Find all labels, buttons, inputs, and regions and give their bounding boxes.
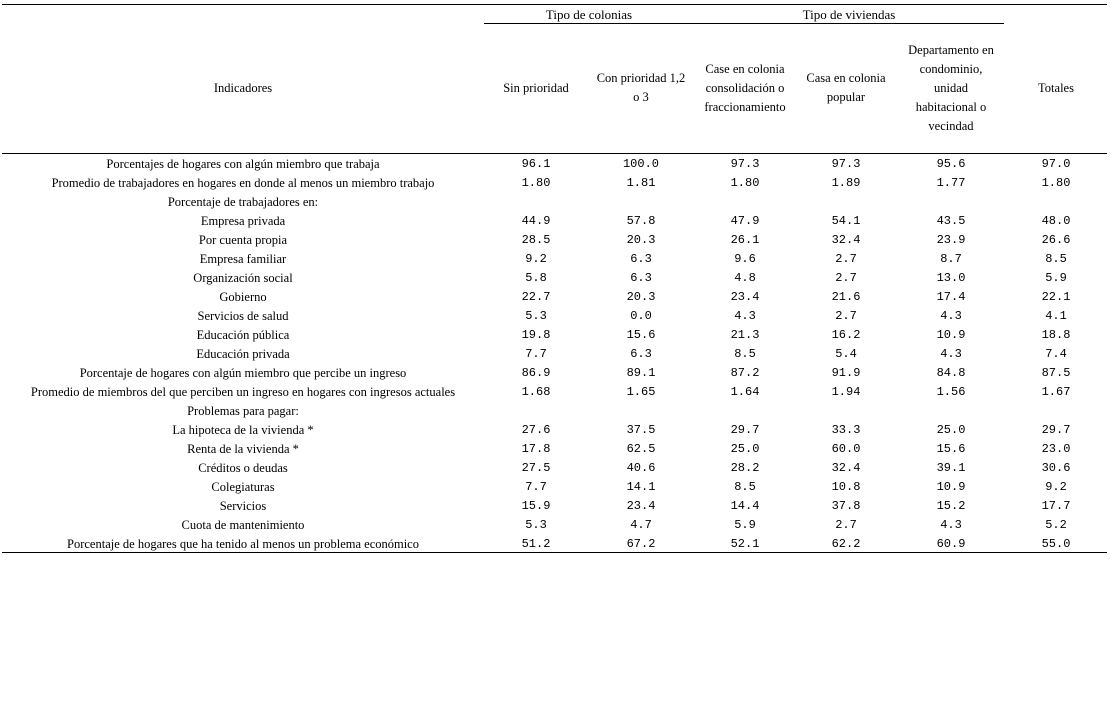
table-cell: 62.5	[626, 442, 656, 456]
table-cell: 15.9	[521, 499, 551, 513]
column-header-indicadores: Indicadores	[213, 80, 273, 95]
table-cell: 1.80	[521, 176, 551, 190]
table-cell: 10.9	[936, 480, 966, 494]
row-label: Porcentajes de hogares con algún miembro que trabaja	[106, 157, 380, 171]
table-cell: 13.0	[936, 271, 966, 285]
table-cell: 57.8	[626, 214, 656, 228]
table-cell: 8.7	[940, 252, 962, 266]
column-header-departamento: Departamento en condominio, unidad habitacional o vecindad	[908, 42, 994, 133]
table-cell: 84.8	[936, 366, 966, 380]
table-cell: 1.94	[831, 385, 861, 399]
table-cell: 0.0	[630, 309, 652, 323]
table-row	[2, 421, 1107, 440]
table-cell: 2.7	[835, 271, 857, 285]
column-header-totales: Totales	[1038, 80, 1074, 95]
table-cell: 89.1	[626, 366, 656, 380]
table-cell: 26.6	[1041, 233, 1071, 247]
table-cell: 17.4	[936, 290, 966, 304]
table-cell: 4.3	[940, 518, 962, 532]
table-cell: 100.0	[622, 157, 659, 171]
table-cell: 25.0	[730, 442, 760, 456]
row-label: Empresa privada	[200, 214, 286, 228]
table-cell: 4.3	[940, 309, 962, 323]
table-cell: 22.7	[521, 290, 551, 304]
row-label: Porcentaje de trabajadores en:	[167, 195, 319, 209]
table-cell: 4.7	[630, 518, 652, 532]
table-cell: 25.0	[936, 423, 966, 437]
group-header-viviendas: Tipo de viviendas	[802, 7, 896, 22]
table-cell: 23.4	[626, 499, 656, 513]
table-row	[2, 250, 1107, 269]
table-cell: 2.7	[835, 252, 857, 266]
table-cell: 5.9	[1045, 271, 1067, 285]
table-cell: 9.6	[734, 252, 756, 266]
row-label: La hipoteca de la vivienda *	[172, 423, 314, 437]
table-cell: 27.5	[521, 461, 551, 475]
table-cell: 23.4	[730, 290, 760, 304]
header-bottom-rule	[2, 153, 1107, 154]
table-cell: 95.6	[936, 157, 966, 171]
table-cell: 67.2	[626, 537, 656, 551]
table-cell: 1.81	[626, 176, 656, 190]
table-row	[2, 174, 1107, 193]
table-cell: 48.0	[1041, 214, 1071, 228]
table-cell: 52.1	[730, 537, 760, 551]
table-cell: 28.2	[730, 461, 760, 475]
row-label: Créditos o deudas	[198, 461, 288, 475]
table-cell: 33.3	[831, 423, 861, 437]
column-header-casa-popular: Casa en colonia popular	[806, 71, 886, 104]
row-label: Por cuenta propia	[198, 233, 288, 247]
table-row	[2, 383, 1107, 402]
table-cell: 6.3	[630, 271, 652, 285]
table-cell: 30.6	[1041, 461, 1071, 475]
row-label: Organización social	[193, 271, 293, 285]
column-header-casa-consolidacion: Case en colonia consolidación o fraccionamiento	[704, 61, 786, 114]
table-cell: 44.9	[521, 214, 551, 228]
table-cell: 4.3	[734, 309, 756, 323]
table-cell: 22.1	[1041, 290, 1071, 304]
table-cell: 7.7	[525, 480, 547, 494]
table-cell: 2.7	[835, 518, 857, 532]
table-cell: 27.6	[521, 423, 551, 437]
table-row	[2, 288, 1107, 307]
table-cell: 47.9	[730, 214, 760, 228]
table-cell: 14.4	[730, 499, 760, 513]
table-cell: 1.68	[521, 385, 551, 399]
table-cell: 55.0	[1041, 537, 1071, 551]
table-cell: 97.0	[1041, 157, 1071, 171]
table-cell: 28.5	[521, 233, 551, 247]
table-cell: 15.2	[936, 499, 966, 513]
row-label: Renta de la vivienda *	[187, 442, 299, 456]
table-cell: 37.5	[626, 423, 656, 437]
row-label: Porcentaje de hogares que ha tenido al menos un problema económico	[67, 537, 419, 551]
table-cell: 5.4	[835, 347, 857, 361]
row-label: Gobierno	[219, 290, 267, 304]
table-row	[2, 269, 1107, 288]
table-row	[2, 155, 1107, 174]
table-cell: 1.80	[730, 176, 760, 190]
table-row	[2, 212, 1107, 231]
row-label: Promedio de miembros del que perciben un ingreso en hogares con ingresos actuales	[30, 385, 456, 399]
table-cell: 7.7	[525, 347, 547, 361]
table-cell: 4.1	[1045, 309, 1067, 323]
table-cell: 18.8	[1041, 328, 1071, 342]
table-cell: 8.5	[734, 480, 756, 494]
row-label: Porcentaje de hogares con algún miembro que percibe un ingreso	[79, 366, 407, 380]
table-cell: 10.9	[936, 328, 966, 342]
table-cell: 23.0	[1041, 442, 1071, 456]
table-cell: 5.3	[525, 518, 547, 532]
table-bottom-rule	[2, 552, 1107, 553]
table-row	[2, 402, 1107, 421]
table-cell: 7.4	[1045, 347, 1067, 361]
row-label: Educación pública	[196, 328, 290, 342]
table-cell: 87.2	[730, 366, 760, 380]
table-cell: 14.1	[626, 480, 656, 494]
row-label: Servicios	[219, 499, 267, 513]
table-cell: 4.3	[940, 347, 962, 361]
table-row	[2, 364, 1107, 383]
table-cell: 9.2	[525, 252, 547, 266]
table-cell: 21.6	[831, 290, 861, 304]
table-row	[2, 478, 1107, 497]
table-row	[2, 440, 1107, 459]
table-cell: 15.6	[626, 328, 656, 342]
table-cell: 91.9	[831, 366, 861, 380]
table-cell: 21.3	[730, 328, 760, 342]
row-label: Servicios de salud	[197, 309, 289, 323]
table-cell: 29.7	[1041, 423, 1071, 437]
table-cell: 8.5	[1045, 252, 1067, 266]
group-header-colonias: Tipo de colonias	[545, 7, 633, 22]
table-row	[2, 497, 1107, 516]
table-cell: 8.5	[734, 347, 756, 361]
table-cell: 15.6	[936, 442, 966, 456]
table-cell: 26.1	[730, 233, 760, 247]
table-cell: 29.7	[730, 423, 760, 437]
table-cell: 1.65	[626, 385, 656, 399]
table-cell: 37.8	[831, 499, 861, 513]
table-cell: 20.3	[626, 233, 656, 247]
table-cell: 60.0	[831, 442, 861, 456]
table-row	[2, 459, 1107, 478]
row-label: Educación privada	[196, 347, 290, 361]
table-row	[2, 516, 1107, 535]
table-cell: 43.5	[936, 214, 966, 228]
table-cell: 1.80	[1041, 176, 1071, 190]
table-cell: 39.1	[936, 461, 966, 475]
row-label: Cuota de mantenimiento	[181, 518, 305, 532]
table-cell: 32.4	[831, 233, 861, 247]
table-cell: 87.5	[1041, 366, 1071, 380]
table-cell: 1.64	[730, 385, 760, 399]
column-header-sin-prioridad: Sin prioridad	[503, 80, 569, 95]
table-cell: 32.4	[831, 461, 861, 475]
table-cell: 6.3	[630, 252, 652, 266]
table-cell: 40.6	[626, 461, 656, 475]
column-header-con-prioridad: Con prioridad 1,2 o 3	[596, 71, 686, 104]
table-cell: 97.3	[730, 157, 760, 171]
table-cell: 1.56	[936, 385, 966, 399]
table-cell: 96.1	[521, 157, 551, 171]
table-cell: 19.8	[521, 328, 551, 342]
table-cell: 60.9	[936, 537, 966, 551]
table-cell: 97.3	[831, 157, 861, 171]
table-cell: 54.1	[831, 214, 861, 228]
table-cell: 17.8	[521, 442, 551, 456]
table-cell: 20.3	[626, 290, 656, 304]
table-cell: 51.2	[521, 537, 551, 551]
table-cell: 16.2	[831, 328, 861, 342]
row-label: Promedio de trabajadores en hogares en donde al menos un miembro trabajo	[51, 176, 435, 190]
table-cell: 23.9	[936, 233, 966, 247]
column-header-row	[2, 24, 1107, 152]
table-cell: 9.2	[1045, 480, 1067, 494]
table-cell: 86.9	[521, 366, 551, 380]
table-top-rule	[2, 4, 1107, 5]
row-label: Empresa familiar	[199, 252, 287, 266]
row-label: Colegiaturas	[211, 480, 275, 494]
table-cell: 62.2	[831, 537, 861, 551]
table-cell: 1.67	[1041, 385, 1071, 399]
row-label: Problemas para pagar:	[187, 404, 299, 418]
table-cell: 4.8	[734, 271, 756, 285]
table-cell: 1.77	[936, 176, 966, 190]
table-body	[2, 155, 1107, 554]
table-cell: 5.8	[525, 271, 547, 285]
table-row	[2, 193, 1107, 212]
table-cell: 10.8	[831, 480, 861, 494]
table-cell: 5.9	[734, 518, 756, 532]
table-row	[2, 307, 1107, 326]
table-row	[2, 231, 1107, 250]
table-cell: 2.7	[835, 309, 857, 323]
table-row	[2, 345, 1107, 364]
table-cell: 1.89	[831, 176, 861, 190]
table-row	[2, 326, 1107, 345]
table-cell: 5.3	[525, 309, 547, 323]
table-cell: 6.3	[630, 347, 652, 361]
table-cell: 17.7	[1041, 499, 1071, 513]
table-cell: 5.2	[1045, 518, 1067, 532]
